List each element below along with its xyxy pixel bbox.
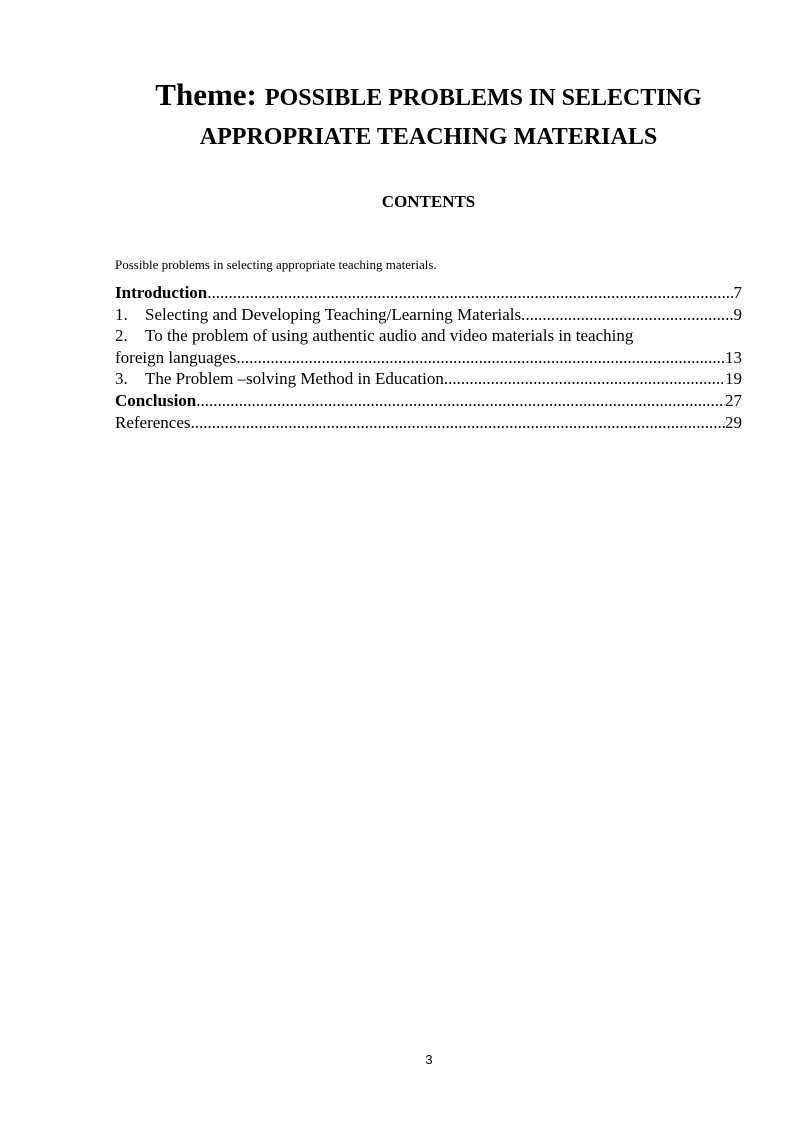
- toc-entry-page: 27: [725, 390, 742, 410]
- toc-entry-number: 3.: [115, 369, 128, 389]
- toc-entry-title: To the problem of using authentic audio and video materials in teaching: [145, 326, 634, 346]
- toc-leader-dots: [521, 304, 733, 326]
- toc-entry-title: Selecting and Developing Teaching/Learning Materials: [145, 304, 522, 324]
- table-of-contents: [115, 282, 742, 433]
- toc-entry-number: 1.: [115, 304, 128, 324]
- document-title: [115, 76, 742, 156]
- toc-entry-references[interactable]: [115, 412, 742, 434]
- toc-subtitle: Possible problems in selecting appropriate teaching materials.: [115, 257, 437, 272]
- toc-entry-3[interactable]: [115, 368, 742, 390]
- toc-leader-dots: [207, 282, 733, 304]
- contents-heading: CONTENTS: [381, 192, 476, 211]
- toc-entry-title: Introduction: [115, 283, 208, 302]
- toc-entry-page: 13: [725, 347, 742, 367]
- theme-text-line-2: APPROPRIATE TEACHING MATERIALS: [199, 124, 658, 150]
- theme-label: Theme:: [155, 77, 257, 112]
- toc-leader-dots: [236, 347, 725, 369]
- toc-entry-page: 29: [725, 412, 742, 432]
- page-number: 3: [425, 1052, 433, 1067]
- toc-entry-1[interactable]: [115, 304, 742, 326]
- toc-entry-page: 19: [725, 369, 742, 389]
- toc-entry-2-line-1: [115, 325, 742, 347]
- theme-text-line-1: POSSIBLE PROBLEMS IN SELECTING: [264, 85, 702, 111]
- toc-entry-page: 9: [733, 304, 742, 324]
- toc-entry-title-wrap: [115, 325, 633, 347]
- toc-entry-title-wrap: [115, 304, 521, 326]
- title-line-1: [115, 76, 742, 119]
- toc-leader-dots: [196, 390, 725, 412]
- toc-entry-title-wrap: [115, 368, 444, 390]
- toc-entry-page: 7: [733, 283, 742, 302]
- toc-entry-introduction[interactable]: [115, 282, 742, 304]
- toc-leader-dots: [444, 368, 725, 390]
- toc-entry-conclusion[interactable]: [115, 390, 742, 412]
- toc-entry-title: Conclusion: [115, 390, 197, 410]
- toc-entry-2-line-2: [115, 347, 742, 369]
- toc-entry-title: References: [115, 412, 191, 432]
- toc-entry-title-continued: foreign languages: [115, 347, 237, 367]
- toc-entry-title: The Problem –solving Method in Education: [145, 369, 444, 389]
- toc-entry-2[interactable]: [115, 325, 742, 368]
- toc-entry-number: 2.: [115, 326, 128, 346]
- toc-leader-dots: [191, 412, 725, 434]
